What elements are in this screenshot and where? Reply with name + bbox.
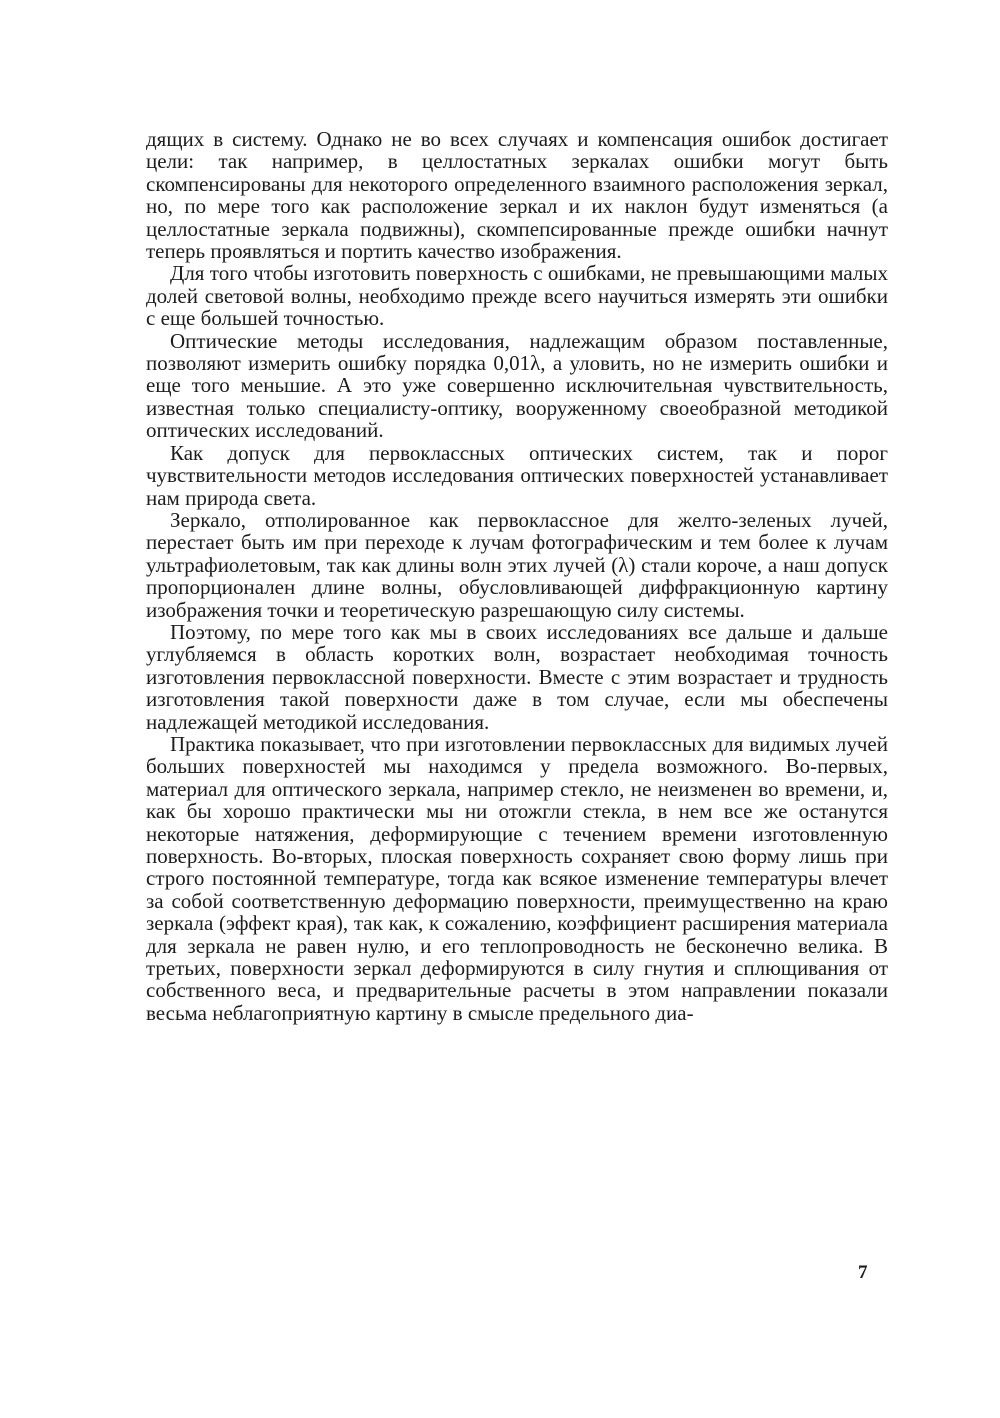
paragraph-3: Оптические методы исследования, надлежащим образом поставленные, позволяют измерить ошибку порядка 0,01λ, а уловить, но не измерить ошибки и еще того меньшие. А это уже совершенно исключительная чувствительность, известная только специалисту-оптику, вооруженному своеобразной методикой оптических исследований.: [146, 328, 888, 443]
paragraph-7: Практика показывает, что при изготовлении первоклассных для видимых лучей больших поверхностей мы находимся у предела возможного. Во-первых, материал для оптического зеркала, например стекло, не неизменен во времени, и, как бы хорошо практически мы ни отожгли стекла, в нем все же останутся некоторые натяжения, деформирующие с течением времени изготовленную поверхность. Во-вторых, плоская поверхность сохраняет свою форму лишь при строго постоянной температуре, тогда как всякое изменение температуры влечет за собой соответственную деформацию поверхности, преимущественно на краю зеркала (эффект края), так как, к сожалению, коэффициент расширения материала для зеркала не равен нулю, и его теплопроводность не бесконечно велика. В третьих, поверхности зеркал деформируются в силу гнутия и сплющивания от собственного веса, и предварительные расчеты в этом направлении показали весьма неблагоприятную картину в смысле предельного диа-: [146, 731, 888, 1025]
paragraph-1: дящих в систему. Однако не во всех случаях и компенсация ошибок достигает цели: так например, в целлостатных зеркалах ошибки могут быть скомпенсированы для некоторого определенного взаимного расположения зеркал, но, по мере того как расположение зеркал и их наклон будут изменяться (а целлостатные зеркала подвижны), скомпепсированные прежде ошибки начнут теперь проявляться и портить качество изображения.: [146, 127, 888, 264]
paragraph-6: Поэтому, по мере того как мы в своих исследованиях все дальше и дальше углубляемся в область коротких волн, возрастает необходимая точность изготовления первоклассной поверхности. Вместе с этим возрастает и трудность изготовления такой поверхности даже в том случае, если мы обеспечены надлежащей методикой исследования.: [146, 619, 888, 734]
paragraph-2: Для того чтобы изготовить поверхность с ошибками, не превышающими малых долей световой волны, необходимо прежде всего научиться измерять эти ошибки с еще большей точностью.: [146, 261, 888, 331]
body-text: [146, 128, 888, 1024]
paragraph-5: Зеркало, отполированное как первоклассное для желто-зеленых лучей, перестает быть им при переходе к лучам фотографическим и тем более к лучам ультрафиолетовым, так как длины волн этих лучей (λ) стали короче, а наш допуск пропорционален длине волны, обусловливающей диффракционную картину изображения точки и теоретическую разрешающую силу системы.: [146, 507, 888, 622]
paragraph-4: Как допуск для первоклассных оптических систем, так и порог чувствительности методов исследования оптических поверхностей устанавливает нам природа света.: [146, 440, 888, 510]
page-number: 7: [858, 1262, 868, 1283]
